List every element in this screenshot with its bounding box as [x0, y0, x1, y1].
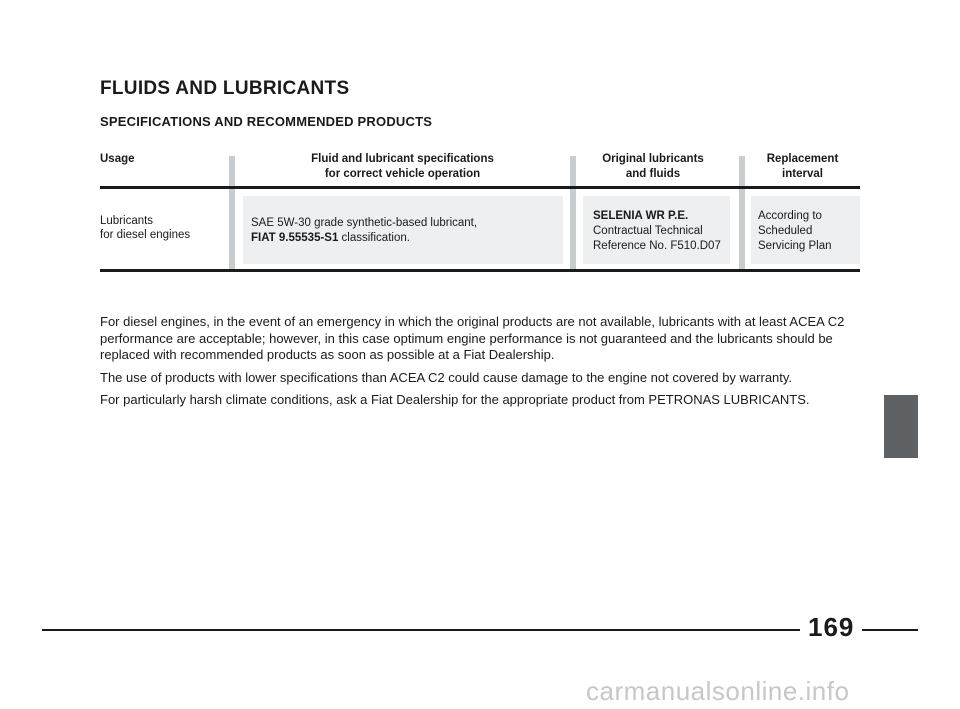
spec-code: FIAT 9.55535-S1: [251, 232, 339, 244]
interval-line1: According to: [758, 210, 822, 222]
header-interval-line2: interval: [782, 168, 823, 180]
original-product-name: SELENIA WR P.E.: [593, 210, 689, 222]
interval-line3: Servicing Plan: [758, 240, 832, 252]
header-specifications: [245, 152, 560, 182]
table-bottom-rule: [100, 269, 860, 272]
specs-table: [100, 152, 860, 274]
page-subtitle: SPECIFICATIONS AND RECOMMENDED PRODUCTS: [100, 114, 433, 129]
row-original-lubricants: [593, 209, 721, 254]
header-interval-line1: Replacement: [766, 153, 839, 165]
spec-line1: SAE 5W-30 grade synthetic-based lubricant,: [251, 217, 478, 229]
row-specifications: [251, 216, 477, 246]
interval-line2: Scheduled: [758, 225, 813, 237]
paragraph: For diesel engines, in the event of an emergency in which the original products are not available, lubricants with at least ACEA C2 performance are acceptable; however, in this case optimum engine performance is not guaranteed and the lubricants should be replaced with recommended products as soon as possible at a Fiat Dealership.: [100, 314, 845, 362]
watermark: carmanualsonline.info: [586, 676, 850, 706]
header-replacement-interval: [745, 152, 860, 182]
spec-line2: [251, 231, 477, 246]
body-text: [100, 314, 860, 415]
header-original-line1: Original lubricants: [602, 153, 704, 165]
original-line2: Contractual Technical: [593, 225, 703, 237]
column-divider: [570, 156, 576, 270]
usage-line1: Lubricants: [100, 215, 154, 227]
usage-line2: for diesel engines: [100, 229, 191, 241]
header-specifications-line2: for correct vehicle operation: [324, 168, 481, 180]
row-usage: [100, 214, 190, 242]
header-original-line2: and fluids: [625, 168, 681, 180]
footer-rule-right: [862, 629, 918, 631]
section-tab: [884, 395, 918, 458]
spec-rest: classification.: [338, 232, 410, 244]
header-specifications-line1: Fluid and lubricant specifications: [311, 153, 494, 165]
column-divider: [229, 156, 235, 270]
page-number: 169: [808, 612, 855, 642]
page-title: FLUIDS AND LUBRICANTS: [100, 78, 350, 99]
column-divider: [739, 156, 745, 270]
header-usage: Usage: [100, 153, 135, 165]
paragraph: The use of products with lower specifications than ACEA C2 could cause damage to the engine not covered by warranty.: [100, 369, 793, 385]
table-header-rule: [100, 186, 860, 189]
row-replacement-interval: [758, 209, 832, 254]
footer-rule-left: [42, 629, 800, 631]
paragraph: For particularly harsh climate conditions, ask a Fiat Dealership for the appropriate product from PETRONAS LUBRICANTS.: [100, 392, 810, 407]
original-line3: Reference No. F510.D07: [593, 240, 721, 252]
header-original-lubricants: [578, 152, 728, 182]
